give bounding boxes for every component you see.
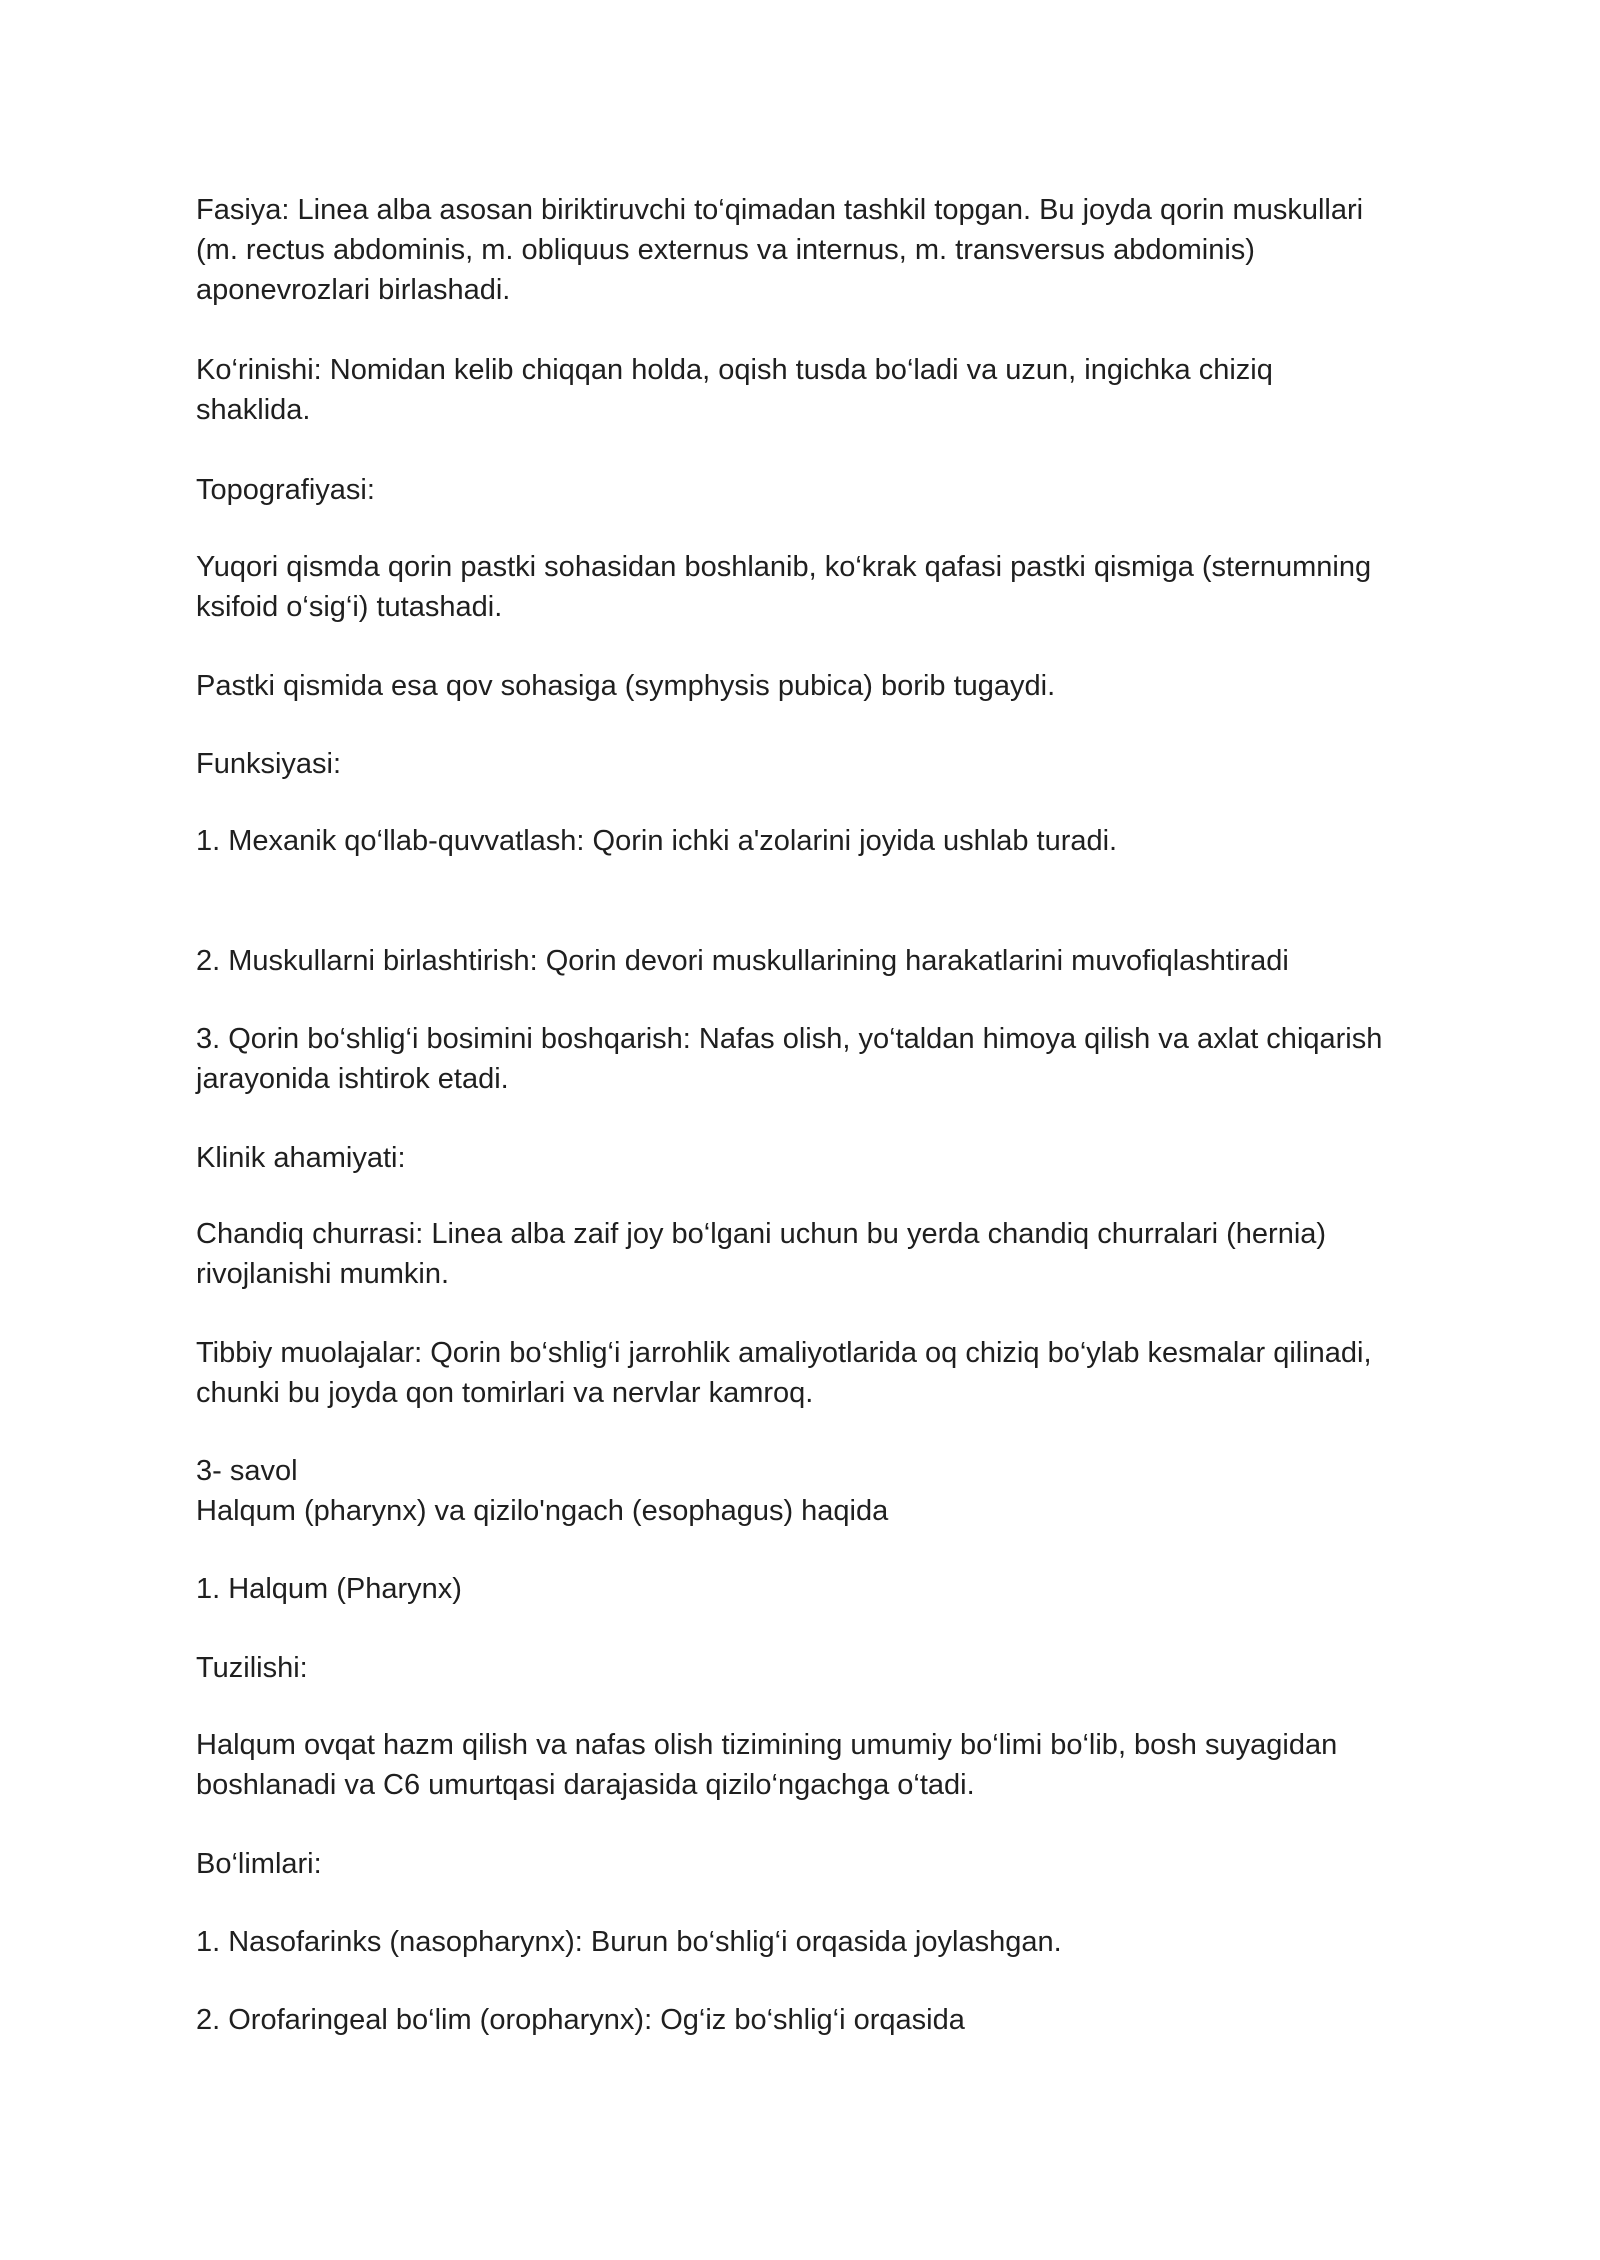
text-line: rivojlanishi mumkin.: [196, 1258, 450, 1290]
text-line: Pastki qismida esa qov sohasiga (symphysis pubica) borib tugaydi.: [196, 670, 1056, 702]
text-line: Tibbiy muolajalar: Qorin bo‘shlig‘i jarrohlik amaliyotlarida oq chiziq bo‘ylab kesmalar qilinadi,: [196, 1337, 1372, 1369]
paragraph-yuqori-qismda: [196, 547, 1456, 627]
paragraph-fasiya: [196, 190, 1456, 310]
paragraph-halqum-tuzilishi: [196, 1725, 1456, 1805]
text-line: Tuzilishi:: [196, 1652, 308, 1684]
text-line: Ko‘rinishi: Nomidan kelib chiqqan holda, oqish tusda bo‘ladi va uzun, ingichka chiziq: [196, 354, 1273, 386]
text-line: 1. Mexanik qo‘llab-quvvatlash: Qorin ichki a'zolarini joyida ushlab turadi.: [196, 825, 1118, 857]
text-line: Halqum ovqat hazm qilish va nafas olish tizimining umumiy bo‘limi bo‘lib, bosh suyagidan: [196, 1729, 1338, 1761]
heading-topografiyasi: [196, 470, 1456, 510]
text-line: 3- savol: [196, 1455, 298, 1487]
text-line: boshlanadi va C6 umurtqasi darajasida qizilo‘ngachga o‘tadi.: [196, 1769, 975, 1801]
heading-halqum: [196, 1569, 1456, 1609]
text-line: ksifoid o‘sig‘i) tutashadi.: [196, 591, 503, 623]
heading-bolimlari: [196, 1844, 1456, 1884]
text-line: chunki bu joyda qon tomirlari va nervlar kamroq.: [196, 1377, 814, 1409]
text-line: Fasiya: Linea alba asosan biriktiruvchi to‘qimadan tashkil topgan. Bu joyda qorin muskullari: [196, 194, 1364, 226]
paragraph-chandiq-churrasi: [196, 1214, 1456, 1294]
list-item-2: [196, 941, 1456, 981]
text-line: Funksiyasi:: [196, 748, 342, 780]
text-line: Halqum (pharynx) va qizilo'ngach (esophagus) haqida: [196, 1495, 889, 1527]
text-line: 2. Muskullarni birlashtirish: Qorin devori muskullarining harakatlarini muvofiqlashtiradi: [196, 945, 1289, 977]
list-item-nasofarinks: [196, 1922, 1456, 1962]
list-item-3: [196, 1019, 1456, 1099]
text-line: 3. Qorin bo‘shlig‘i bosimini boshqarish: Nafas olish, yo‘taldan himoya qilish va axlat chiqarish: [196, 1023, 1383, 1055]
text-line: aponevrozlari birlashadi.: [196, 274, 511, 306]
text-line: Yuqori qismda qorin pastki sohasidan boshlanib, ko‘krak qafasi pastki qismiga (sternumning: [196, 551, 1372, 583]
list-item-orofaringeal: [196, 2000, 1456, 2040]
heading-tuzilishi: [196, 1648, 1456, 1688]
text-line: Klinik ahamiyati:: [196, 1142, 406, 1174]
heading-klinik-ahamiyati: [196, 1138, 1456, 1178]
text-line: Chandiq churrasi: Linea alba zaif joy bo‘lgani uchun bu yerda chandiq churralari (hernia): [196, 1218, 1327, 1250]
text-line: Bo‘limlari:: [196, 1848, 322, 1880]
text-line: 2. Orofaringeal bo‘lim (oropharynx): Og‘iz bo‘shlig‘i orqasida: [196, 2004, 965, 2036]
paragraph-tibbiy-muolajalar: [196, 1333, 1456, 1413]
question-3-heading: [196, 1451, 1456, 1531]
list-item-1: [196, 821, 1456, 861]
text-line: shaklida.: [196, 394, 311, 426]
text-line: jarayonida ishtirok etadi.: [196, 1063, 509, 1095]
text-line: 1. Nasofarinks (nasopharynx): Burun bo‘shlig‘i orqasida joylashgan.: [196, 1926, 1062, 1958]
text-line: (m. rectus abdominis, m. obliquus externus va internus, m. transversus abdominis): [196, 234, 1255, 266]
text-line: 1. Halqum (Pharynx): [196, 1573, 462, 1605]
paragraph-pastki-qismida: [196, 666, 1456, 706]
text-line: Topografiyasi:: [196, 474, 375, 506]
heading-funksiyasi: [196, 744, 1456, 784]
paragraph-korinishi: [196, 350, 1456, 430]
